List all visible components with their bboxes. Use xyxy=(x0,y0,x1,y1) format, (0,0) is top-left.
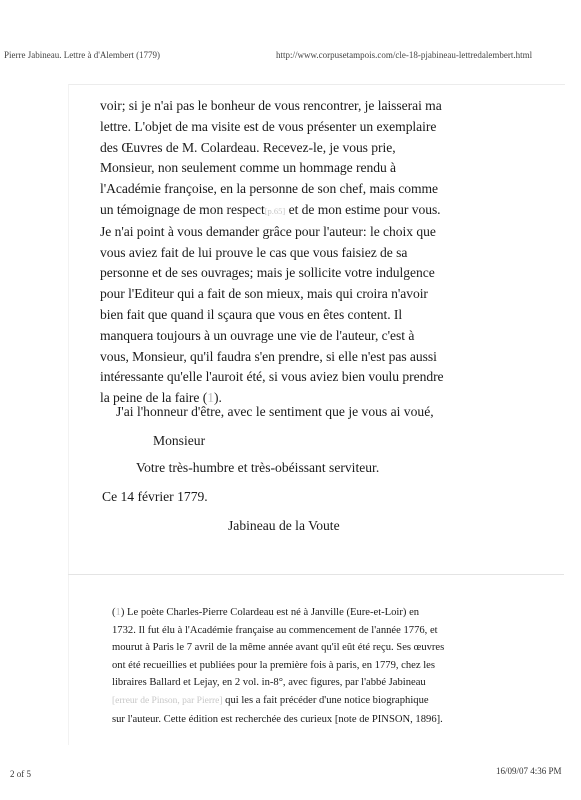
letter-signature: Jabineau de la Voute xyxy=(228,518,340,533)
footnote-first-line: ) Le poète Charles-Pierre Colardeau est né à Janville (Eure-et-Loir) en xyxy=(120,607,420,618)
letter-line-5: l'Académie françoise, en la personne de son chef, mais comme xyxy=(100,181,439,197)
browser-header-url: http://www.corpusetampois.com/cle-18-pjabineau-lettredalembert.html xyxy=(276,50,533,60)
letter-line-11: bien fait que quand il sçaura que vous en êtes content. Il xyxy=(100,306,403,322)
letter-line-6 xyxy=(100,200,540,222)
footnote-open: ( xyxy=(112,607,116,618)
footer-page-count: 2 of 5 xyxy=(10,769,31,779)
footnote-link[interactable]: 1 xyxy=(207,390,214,406)
letter-line-3: des Œuvres de M. Colardeau. Recevez-le, je vous prie, xyxy=(100,139,396,155)
footnote-line-6 xyxy=(112,692,552,711)
footnote-line-2: 1732. Il fut élu à l'Académie française au commencement de l'année 1776, et xyxy=(112,624,438,636)
letter-line-15-start: la peine de la faire xyxy=(100,390,200,406)
page-reference[interactable]: [p.65] xyxy=(264,205,286,216)
footnote-line-4: ont été recueillies et publiées pour la première fois à paris, en 1779, chez les xyxy=(112,659,435,671)
letter-line-10: pour l'Editeur qui a fait de son mieux, mais qui croira n'avoir xyxy=(100,286,428,302)
letter-line-4: Monsieur, non seulement comme un hommage rendu à xyxy=(100,160,397,176)
letter-line-1: voir; si je n'ai pas le bonheur de vous rencontrer, je laisserai ma xyxy=(100,98,442,113)
footnote-back-link[interactable]: 1 xyxy=(115,607,121,618)
footnote-line-5: libraires Ballard et Lejay, en 2 vol. in-8°, avec figures, par l'abbé Jabineau xyxy=(112,677,426,689)
footnote-open-paren: ( xyxy=(199,390,208,406)
letter-date: Ce 14 février 1779. xyxy=(102,489,208,504)
letter-line-6-end: et de mon estime pour vous. xyxy=(285,201,441,217)
letter-line-7: Je n'ai point à vous demander grâce pour l'auteur: le choix que xyxy=(100,223,436,239)
footer-datetime: 16/09/07 4:36 PM xyxy=(496,766,562,776)
letter-line-8: vous aviez fait de lui prouve le cas que vous faisiez de sa xyxy=(100,244,408,260)
erratum-note: [erreur de Pinson, par Pierre] xyxy=(112,695,223,706)
letter-line-14: intéressante qu'elle l'auroit été, si vous aviez bien voulu prendre xyxy=(100,369,444,385)
footnote-line-7: sur l'auteur. Cette édition est recherchée des curieux [note de PINSON, 1896]. xyxy=(112,713,443,725)
closing-honour: J'ai l'honneur d'être, avec le sentiment que je vous ai voué, xyxy=(116,404,434,419)
letter-line-6-start: un témoignage de mon respect xyxy=(100,201,265,217)
closing-salutation: Monsieur xyxy=(153,433,206,448)
footnote-line-3: mourut à Paris le 7 avril de la même année avant qu'il eût été reçu. Ses œuvres xyxy=(112,642,445,654)
footnote-block xyxy=(112,604,552,728)
letter-line-9: personne et de ses ouvrages; mais je sollicite votre indulgence xyxy=(100,265,435,281)
letter-line-12: manquera toujours à un ouvrage une vie de l'auteur, c'est à xyxy=(100,327,415,343)
closing-servant: Votre très-humbre et très-obéissant serviteur. xyxy=(136,460,380,475)
letter-line-13: vous, Monsieur, qu'il faudra s'en prendre, si elle n'est pas aussi xyxy=(100,348,437,364)
footnote-close-paren: ). xyxy=(213,390,222,406)
browser-header-title: Pierre Jabineau. Lettre à d'Alembert (1779) xyxy=(4,50,161,60)
letter-line-2: lettre. L'objet de ma visite est de vous présenter un exemplaire xyxy=(100,118,437,134)
footnote-line-6-rest: qui les a fait précéder d'une notice biographique xyxy=(222,694,429,706)
footnote-line-1 xyxy=(112,604,552,622)
footnote-divider xyxy=(68,574,564,575)
letter-body xyxy=(100,96,540,409)
